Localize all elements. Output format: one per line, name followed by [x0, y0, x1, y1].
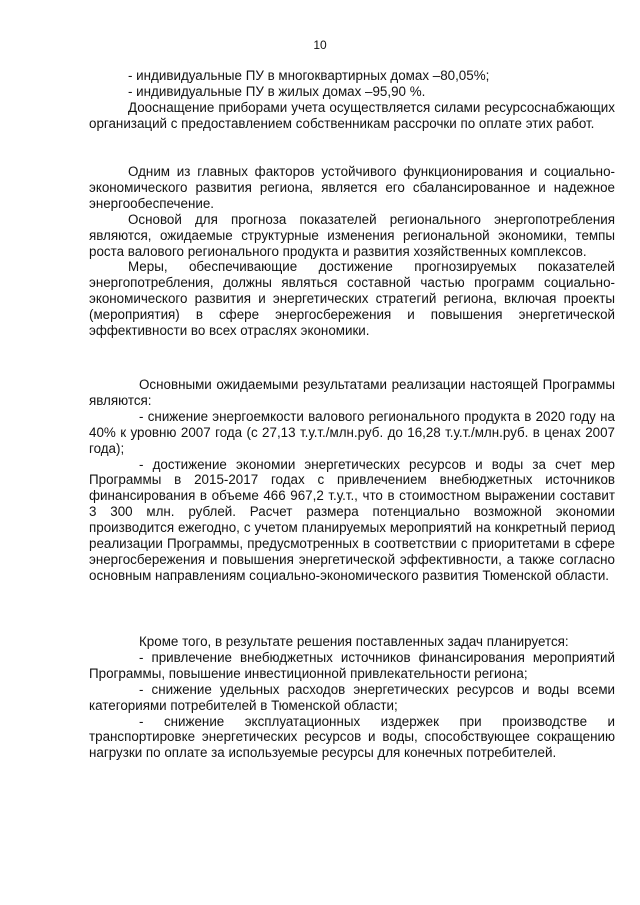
paragraph-equipping: Дооснащение приборами учета осуществляется силами ресурсоснабжающих организаций с предоставлением собственникам рассрочки по оплате этих работ. — [89, 99, 615, 131]
paragraph-operating-costs: - снижение эксплуатационных издержек при производстве и транспортировке энергетических ресурсов и воды, способствующее сокращению нагрузки по оплате за используемые ресурсы для конечных потребителей. — [89, 713, 615, 761]
paragraph-savings: - достижение экономии энергетических ресурсов и воды за счет мер Программы в 2015-2017 годах с привлечением внебюджетных источников финансирования в объеме 466 967,2 т.у.т., что в стоимостном выражении составит 3 300 млн. рублей. Расчет размера потенциально возможной экономии производится ежегодно, с учетом планируемых мероприятий на конкретный период реализации Программы, предусмотренных в соответствии с приоритетами в сфере энергосбережения и повышения энергетической эффективности, а также согласно основным направлениям социально-экономического развития Тюменской области. — [89, 456, 615, 583]
paragraph-key-factors: Одним из главных факторов устойчивого функционирования и социально-экономического развития региона, является его сбалансированное и надежное энергообеспечение. — [89, 164, 615, 211]
energy-supply-section — [89, 164, 615, 339]
paragraph-apartment-meters: - индивидуальные ПУ в многоквартирных домах –80,05%; — [128, 68, 490, 83]
paragraph-energy-intensity: - снижение энергоемкости валового регионального продукта в 2020 году на 40% к уровню 2007 года (с 27,13 т.у.т./млн.руб. до 16,28 т.у.т./млн.руб. в ценах 2007 года); — [89, 408, 615, 456]
paragraph-measures: Меры, обеспечивающие достижение прогнозируемых показателей энергопотребления, должны являться составной частью программ социально-экономического развития и энергетических стратегий региона, включая проекты (мероприятия) в сфере энергосбережения и повышения энергетической эффективности во всех отраслях экономики. — [89, 259, 615, 339]
page-number: 10 — [313, 38, 327, 52]
metering-section — [89, 68, 615, 132]
paragraph-additional-intro: Кроме того, в результате решения поставленных задач планируется: — [139, 634, 569, 649]
paragraph-specific-consumption: - снижение удельных расходов энергетических ресурсов и воды всеми категориями потребителей в Тюменской области; — [89, 681, 615, 713]
paragraph-results-intro: Основными ожидаемыми результатами реализации настоящей Программы являются: — [89, 377, 615, 408]
paragraph-forecast-basis: Основой для прогноза показателей регионального энергопотребления являются, ожидаемые структурные изменения региональной экономики, темпы роста валового регионального продукта и развития хозяйственных комплексов. — [89, 211, 615, 259]
expected-results-section — [89, 377, 615, 584]
paragraph-house-meters: - индивидуальные ПУ в жилых домах –95,90 %. — [128, 83, 426, 99]
additional-goals-section — [89, 634, 615, 761]
paragraph-investment: - привлечение внебюджетных источников финансирования мероприятий Программы, повышение инвестиционной привлекательности региона; — [89, 649, 615, 681]
